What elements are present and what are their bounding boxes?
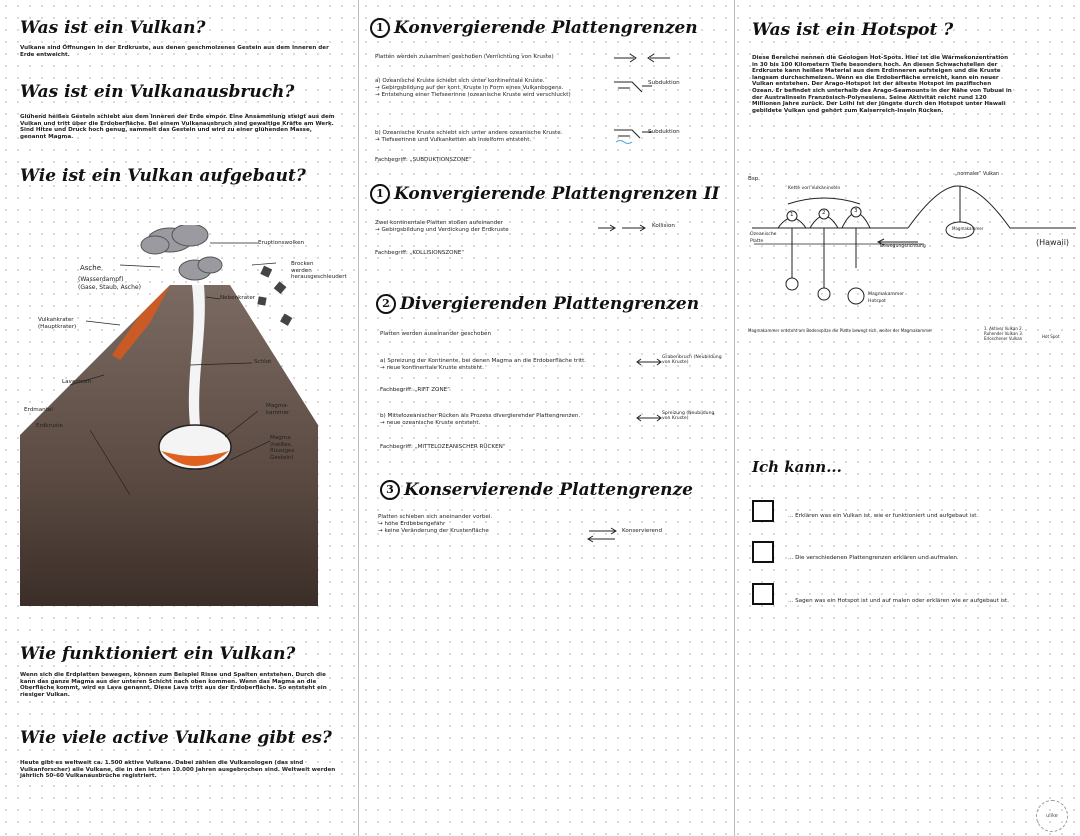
collision-arrow-icon [596,222,646,234]
signature-text: ulike [1046,813,1058,819]
term-subduktionszone: Fachbegriff: „SUBDUKTIONSZONE“ [375,157,472,163]
hotspot-list: 1. Aktiver Vulkan 2. Ruhender Vulkan 3. Erloschener Vulkan [984,326,1024,341]
label-bombs: Brocken werden herausgeschleudert [291,261,347,280]
label-vent: Schlot [254,359,272,365]
section-number-2: 2 [376,294,396,314]
text-divergierend-b [380,413,650,427]
label-hawaii: (Hawaii) [1036,238,1070,247]
label-eruption-cloud: Eruptionswolken [258,240,305,246]
heading-anzahl: Wie viele active Vulkane gibt es? [20,728,332,748]
label-magma: Magma (heißes, flüssiges Gestein) [270,435,295,461]
tag-spreizung: Spreizung (Neubildung von Kruste) [662,411,715,421]
hotspot-list-tag: Hot Spot [1042,334,1060,339]
hotspot-diagram [748,168,1076,344]
text-divergierend-intro: Platten werden auseinander geschoben [380,331,491,337]
label-main-crater: Vulkankrater (Hauptkrater) [38,317,77,330]
div-a-line1: a) Spreizung der Kontinente, bei denen Magma an die Erdoberfläche tritt. [380,358,587,364]
section-number-3: 3 [380,480,400,500]
text-funktion: Wenn sich die Erdplatten bewegen, können zum Beispiel Risse und Spalten entstehen. Durch die kann das ganze Magma aus der unteren Schicht nach oben kommen. Wenn das Magma an die Oberfläche kommt, wird es Lava genannt. Diese Lava tritt aus der Erdoberfläche. So entsteht ein riesiger Vulkan. [20,672,327,698]
volcanic-bombs [257,266,292,326]
hotspot-number-2: 2 [822,210,826,216]
label-magma-chamber: Magma-kammer [266,403,290,416]
text-konvergierend-a [375,78,615,98]
subduction-arrow-b-icon [612,126,652,146]
label-ash-detail2: (Gase, Staub, Asche) [78,284,141,291]
label-chamber: Magmakammer [952,226,984,231]
heading-divergierend [376,294,699,314]
text-konvergierend-b [375,130,615,144]
heading-vulkanausbruch: Was ist ein Vulkanausbruch? [20,82,295,102]
konv-a-line2: → Gebirgsbildung auf der kont. Kruste in Form eines Vulkanbogens. [375,84,564,91]
konv-b-line2: → Tiefseerinne und Vulkanketten als Inselform entsteht. [375,136,532,143]
label-oceanic-plate: Ozeanische Platte [750,232,777,244]
div-b-line2: → neue ozeanische Kruste entsteht. [380,419,481,426]
label-side-crater: Nebenkrater [220,295,256,301]
tag-konservierend: Konservierend [622,528,663,534]
column-divider-1 [358,0,359,836]
tag-subduktion-a: Subduktion [648,80,680,86]
term-mittelozeanischer-ruecken: Fachbegriff: „MITTELOZEANISCHER RÜCKEN“ [380,444,506,450]
section-title-konservierend: Konservierende Plattengrenze [404,480,693,500]
label-earth-crust: Erdkruste [36,423,63,429]
heading-hotspot: Was ist ein Hotspot ? [752,20,954,40]
heading-ich-kann: Ich kann... [752,458,842,476]
heading-konvergierend-2 [370,184,719,204]
text-divergierend-a [380,358,650,372]
kons-line1: Platten schieben sich aneinander vorbei. [378,514,493,520]
checklist-item-2: ... Die verschiedenen Plattengrenzen erklären und aufmalen. [788,555,959,561]
divergence-arrow-a-icon [636,356,662,368]
eruption-cloud-shape [141,225,222,280]
volcano-illustration [20,225,347,610]
label-normal-volcano: „normaler“ Vulkan [954,172,1000,177]
label-hotspot-chamber: Magmakammer Hotspot [868,292,905,304]
label-ash: Asche [80,264,102,272]
column-divider-2 [734,0,735,836]
konv2-line2: → Gebirgsbildung und Verdickung der Erdkruste [375,226,509,233]
checkbox-1[interactable] [752,500,774,522]
label-bsp: Bsp. [748,176,761,182]
volcano-diagram [20,225,347,610]
hotspot-illustration [748,168,1076,344]
section-title-konvergierend-1: Konvergierende Plattengrenzen [394,18,698,38]
konv-a-line3: → Entstehung einer Tiefseerinne (ozeanische Kruste wird verschluckt) [375,91,571,98]
text-konservierend [378,514,578,534]
subduction-arrow-a-icon [612,78,652,96]
text-vulkanausbruch: Glühend heißes Gestein schiebt aus dem Inneren der Erde empor. Eine Ansammlung steigt aus dem Vulkan und tritt über die Erdoberfläche. Bei einem Vulkanausbruch sind gewaltige Kräfte am Werk. Sind Hitze und Druck hoch genug, sammelt das Gestein und wird zu einer glühenden Masse, genannt Magma. [20,114,335,140]
text-konvergierend-2 [375,220,595,234]
term-kollisionszone: Fachbegriff: „KOLLISIONSZONE“ [375,250,465,256]
arrow-converge-icon [612,50,672,66]
section-number-1b: 1 [370,184,390,204]
label-earth-mantle: Erdmantel [24,407,53,413]
tag-kollision: Kollision [652,223,675,229]
div-b-line1: b) Mittelozeanischer Rücken als Prozess divergierender Plattengrenzen. [380,413,581,419]
section-number-1: 1 [370,18,390,38]
hotspot-number-1: 1 [790,212,794,218]
heading-funktion: Wie funktioniert ein Vulkan? [20,644,296,664]
konv-a-line1: a) Ozeanische Kruste schiebt sich unter kontinentale Kruste. [375,78,545,84]
text-anzahl: Heute gibt es weltweit ca. 1.500 aktive Vulkane. Dabei zählen die Vulkanologen (das sind Vulkanforscher) alle Vulkane, die in den letzten 10.000 Jahren ausgebrochen sind. Weltweit werden jährlich 50–60 Vulkanausbrüche registriert. [20,760,336,780]
checkbox-2[interactable] [752,541,774,563]
label-movement: Bewegungsrichtung [880,244,926,249]
heading-konservierend [380,480,693,500]
section-title-konvergierend-2: Konvergierende Plattengrenzen II [394,184,720,204]
section-title-divergierend: Divergierenden Plattengrenzen [400,294,700,314]
term-rift-zone: Fachbegriff: „RIFT ZONE“ [380,387,451,393]
divergence-arrow-b-icon [636,412,662,424]
hotspot-caption: Magmakammer entsteht am Bodenspitze die Platte bewegt sich, weiter der Magmakammer [748,328,933,333]
tag-subduktion-b: Subduktion [648,129,680,135]
checklist-item-3: ... Sagen was ein Hotspot ist und auf malen oder erklären wie er aufgebaut ist. [788,598,1010,604]
heading-was-ist-vulkan: Was ist ein Vulkan? [20,18,206,38]
heading-konvergierend-1 [370,18,698,38]
text-hotspot: Diese Bereiche nennen die Geologen Hot-Spots. Hier ist die Wärmekonzentration in 30 bis 100 Kilometern Tiefe besonders hoch. An diesen Schwachstellen der Erdkruste kann heißes Material aus dem Erdinneren aufsteigen und die Kruste langsam durchschmelzen. Wenn es die Erdoberfläche erreicht, kann ein neuer Vulkan entstehen. Der Arago-Hotspot ist der älteste Hotspot im pazifischen Ozean. Er befindet sich unterhalb des Arago-Seamounts in der Nähe von Tubuai in der Australinseln Französisch-Polynesiens. Seine Aktivität reicht rund 120 Millionen Jahre zurück. Der Loihi ist der jüngste durch den Hotspot unter Hawaii gebildete Vulkan und gehört zum Kaiserreich-Inseln Rücken. [752,55,1012,114]
konv-b-line1: b) Ozeanische Kruste schiebt sich unter andere ozeanische Kruste. [375,130,563,136]
label-lava-stream: Lavastrom [62,379,92,385]
transform-arrow-icon [585,526,619,544]
text-was-ist-vulkan: Vulkane sind Öffnungen in der Erdkruste, aus denen geschmolzenes Gestein aus dem Inneren der Erde entweicht. [20,45,329,58]
heading-aufbau: Wie ist ein Vulkan aufgebaut? [20,166,306,186]
kons-line2: → hohe Erdbebengefahr [378,520,446,527]
text-konvergierend-intro: Platten werden zusammen geschoben (Vernichtung von Kruste) [375,54,554,60]
label-ash-detail: (Wasserdampf) [78,276,124,283]
tag-grabenbruch: Grabenbruch (Neubildung von Kruste) [662,355,722,365]
div-a-line2: → neue kontinentale Kruste entsteht. [380,364,484,371]
checklist-item-1: ... Erklären was ein Vulkan ist, wie er funktioniert und aufgebaut ist. [788,513,979,519]
kons-line3: → keine Veränderung der Krustenfläche [378,527,489,534]
hotspot-number-3: 3 [854,208,858,214]
signature-stamp [1036,800,1068,832]
label-chain: Kette von Vulkaninseln [788,186,841,191]
konv2-line1: Zwei kontinentale Platten stoßen aufeinander [375,220,503,226]
checkbox-3[interactable] [752,583,774,605]
